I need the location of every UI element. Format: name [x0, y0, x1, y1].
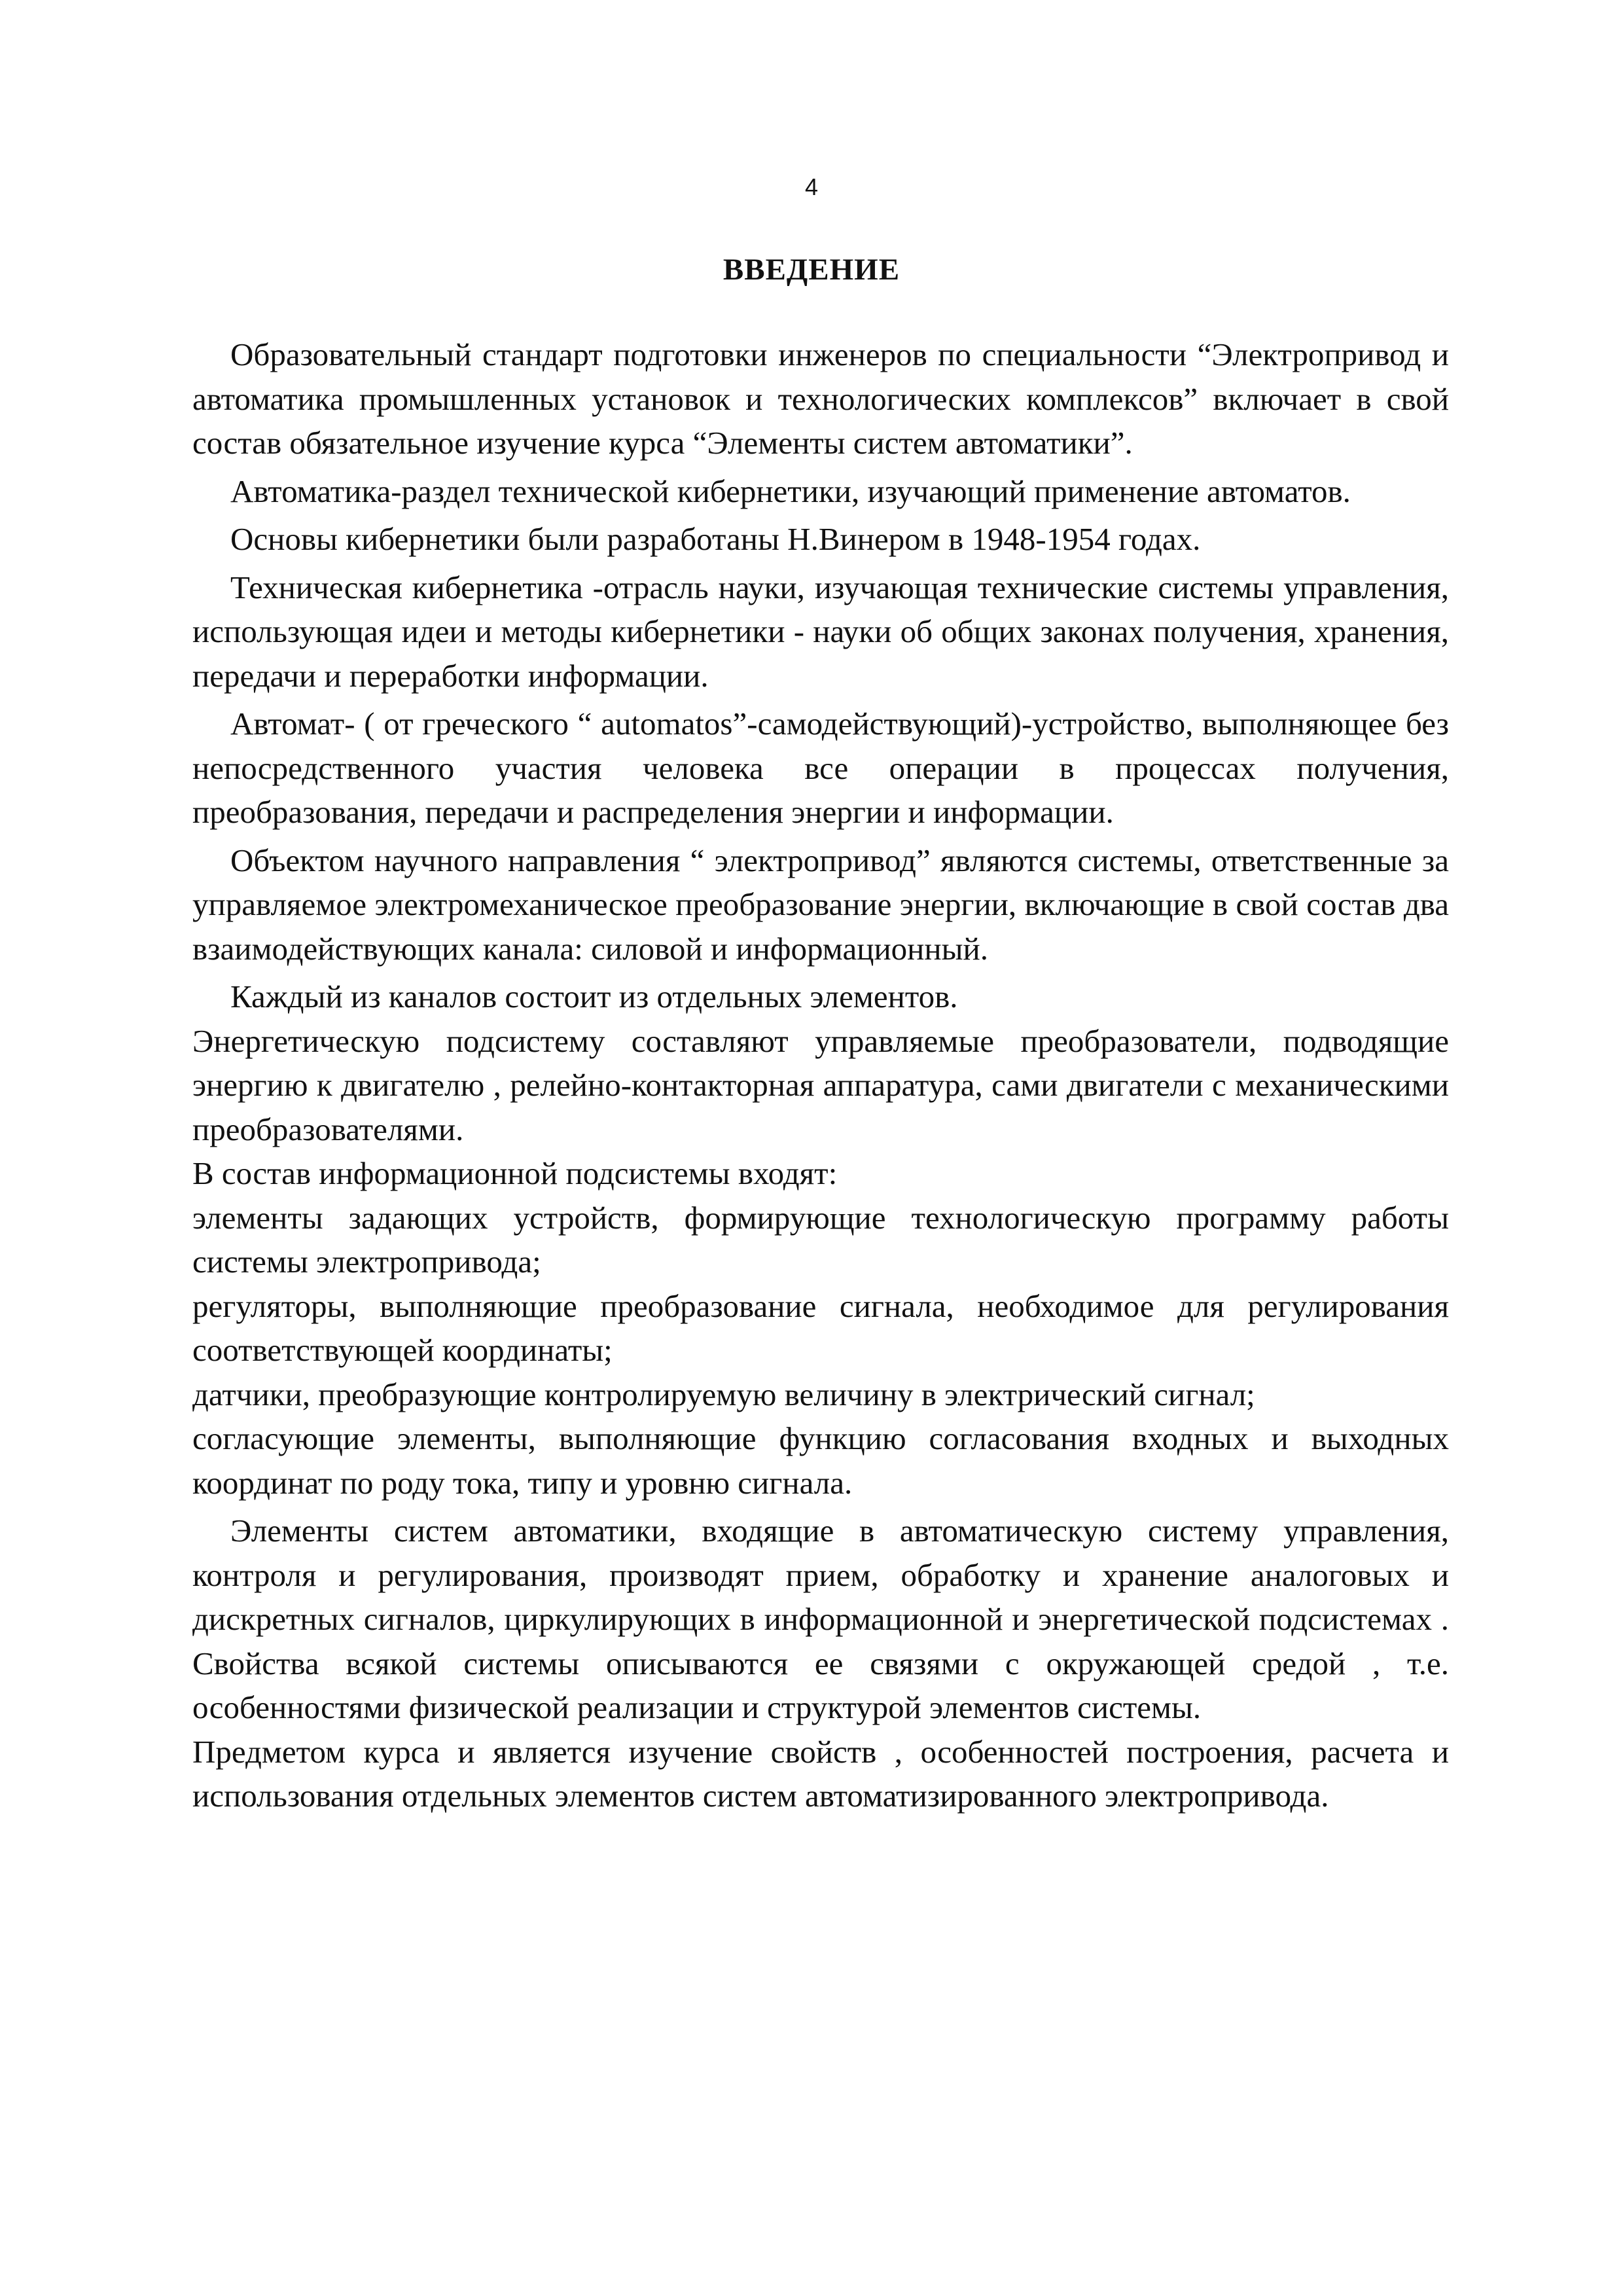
paragraph: Энергетическую подсистему составляют управляемые преобразователи, подводящие энергию к двигателю , релейно-контакторная аппаратура, сами двигатели с механическими преобразователями. — [192, 1022, 1449, 1147]
list-item: элементы задающих устройств, формирующие технологическую программу работы системы электропривода; — [192, 1199, 1449, 1280]
subsystem-list — [192, 1196, 1449, 1505]
page-number: 4 — [804, 173, 819, 200]
list-item: регуляторы, выполняющие преобразование сигнала, необходимое для регулирования соответствующей координаты; — [192, 1287, 1449, 1368]
paragraph: Образовательный стандарт подготовки инженеров по специальности “Электропривод и автоматика промышленных установок и технологических комплексов” включает в свой состав обязательное изучение курса “Элементы систем автоматики”. — [192, 336, 1449, 461]
paragraph: Элементы систем автоматики, входящие в автоматическую систему управления, контроля и регулирования, производят прием, обработку и хранение аналоговых и дискретных сигналов, циркулирующих в информационной и энергетической подсистемах . Свойства всякой системы описываются ее связями с окружающей средой , т.е. особенностями физической реализации и структурой элементов системы. — [192, 1513, 1449, 1725]
paragraph: Объектом научного направления “ электропривод” являются системы, ответственные за управляемое электромеханическое преобразование энергии, включающие в свой состав два взаимодействующих канала: силовой и информационный. — [192, 842, 1449, 967]
section-title: ВВЕДЕНИЕ — [722, 253, 901, 287]
paragraph: Техническая кибернетика -отрасль науки, изучающая технические системы управления, использующая идеи и методы кибернетики - науки об общих законах получения, хранения, передачи и переработки информации. — [192, 569, 1449, 694]
paragraph: Автоматика-раздел технической кибернетики, изучающий применение автоматов. — [230, 473, 1351, 509]
paragraph: Каждый из каналов состоит из отдельных элементов. — [230, 978, 958, 1014]
body-text — [192, 332, 1449, 1818]
paragraph: Основы кибернетики были разработаны Н.Винером в 1948-1954 годах. — [230, 521, 1201, 557]
paragraph: Автомат- ( от греческого “ automatos”-самодействующий)-устройство, выполняющее без непосредственного участия человека все операции в процессах получения, преобразования, передачи и распределения энергии и информации. — [192, 706, 1449, 830]
paragraph: Предметом курса и является изучение свойств , особенностей построения, расчета и использования отдельных элементов систем автоматизированного электропривода. — [192, 1733, 1449, 1814]
list-item: согласующие элементы, выполняющие функцию согласования входных и выходных координат по роду тока, типу и уровню сигнала. — [192, 1420, 1449, 1501]
list-item: датчики, преобразующие контролируемую величину в электрический сигнал; — [192, 1376, 1255, 1412]
paragraph: В состав информационной подсистемы входят: — [192, 1155, 838, 1191]
